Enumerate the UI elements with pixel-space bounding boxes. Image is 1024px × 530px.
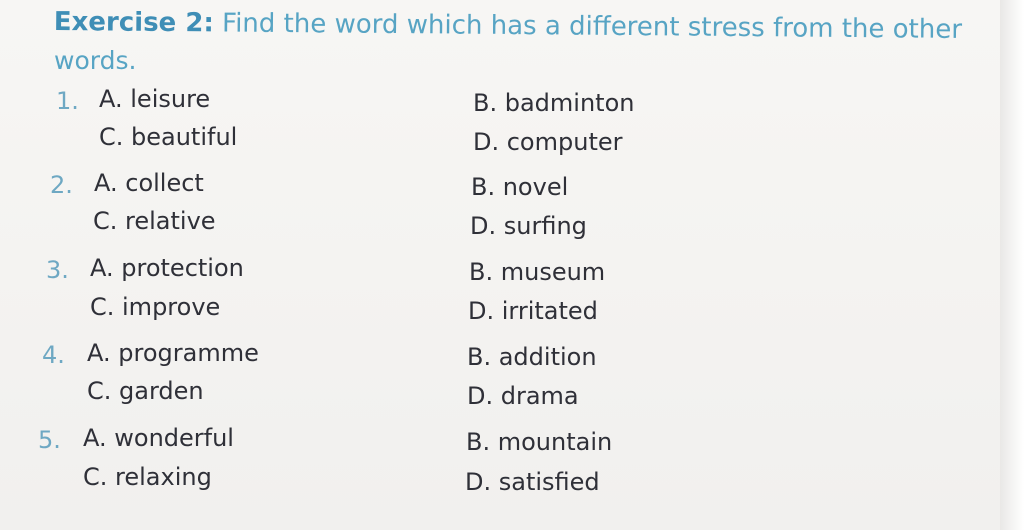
option-a: A. collect: [94, 169, 204, 197]
question-5: [0, 423, 1000, 503]
option-d: D. surfing: [470, 212, 587, 240]
option-a: A. programme: [87, 339, 259, 367]
option-c: C. garden: [87, 377, 204, 405]
page-edge: [1000, 0, 1024, 530]
option-a: A. leisure: [99, 85, 211, 113]
question-number: 2.: [50, 171, 73, 199]
question-4: [0, 338, 1000, 418]
option-b: B. badminton: [473, 89, 635, 117]
option-d: D. satisfied: [465, 468, 600, 496]
option-b: B. mountain: [466, 428, 613, 456]
option-c: C. beautiful: [99, 123, 238, 151]
option-d: D. computer: [473, 128, 623, 156]
option-c: C. relaxing: [83, 463, 212, 491]
option-b: B. museum: [469, 258, 606, 286]
option-c: C. relative: [93, 207, 216, 235]
question-1: [0, 84, 1000, 164]
exercise-instruction: Find the word which has a different stress from the other: [213, 8, 963, 45]
option-d: D. drama: [467, 382, 579, 410]
question-number: 4.: [42, 341, 65, 369]
question-number: 1.: [56, 87, 79, 115]
option-a: A. protection: [90, 254, 244, 282]
question-2: [0, 168, 1000, 248]
exercise-label: Exercise 2:: [53, 6, 214, 39]
question-number: 3.: [46, 256, 69, 284]
exercise-heading: [54, 4, 984, 48]
option-b: B. addition: [467, 343, 597, 371]
option-c: C. improve: [90, 293, 221, 321]
option-a: A. wonderful: [83, 424, 234, 452]
option-b: B. novel: [471, 173, 569, 201]
exercise-instruction-continued: words.: [54, 46, 137, 75]
option-d: D. irritated: [468, 297, 598, 325]
question-3: [0, 253, 1000, 333]
question-number: 5.: [38, 426, 61, 454]
